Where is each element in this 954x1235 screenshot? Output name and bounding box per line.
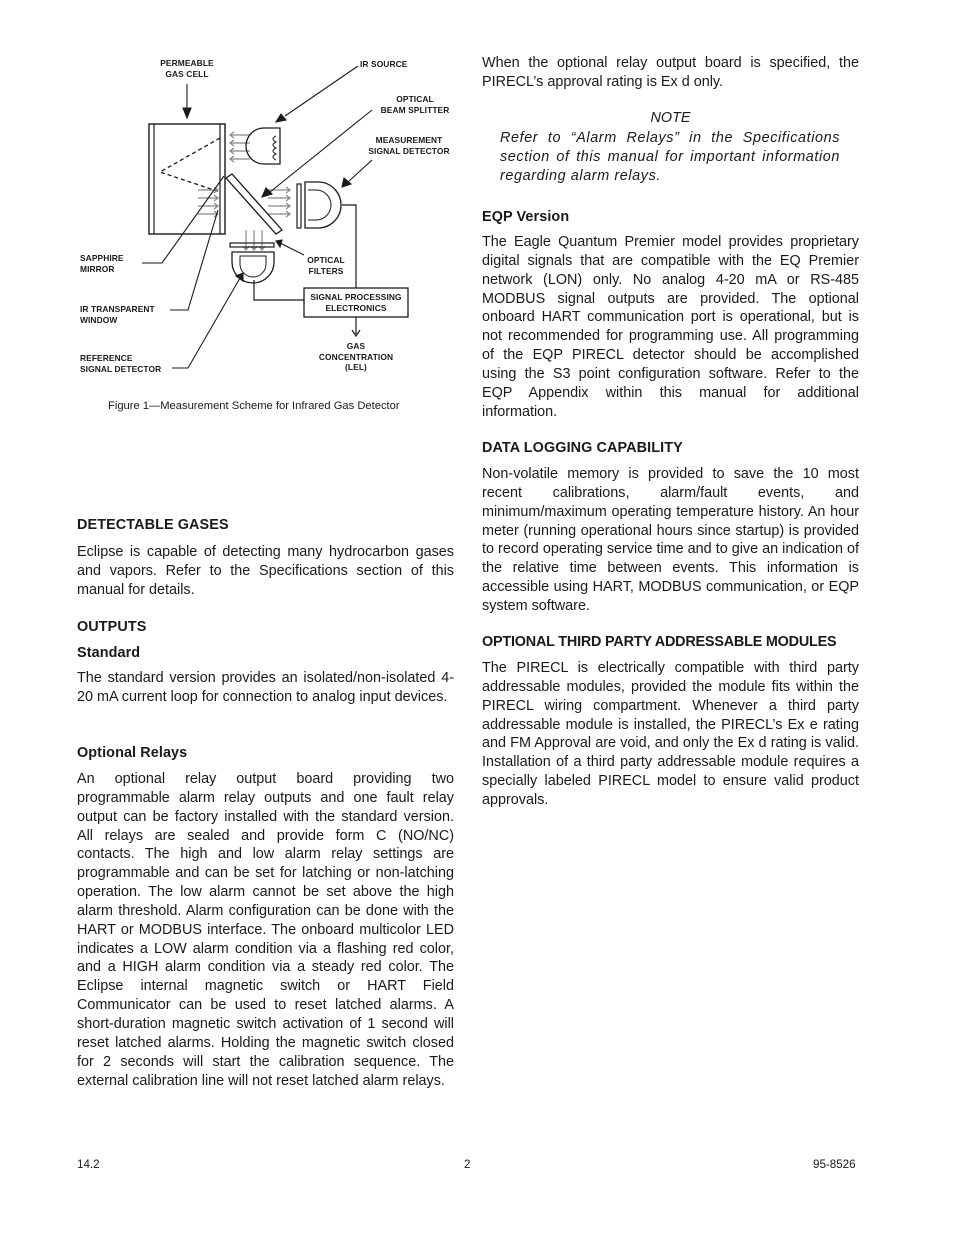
label-gas-concentration-2: CONCENTRATION [318,351,394,362]
label-optical-filters-2: FILTERS [308,265,344,276]
ir-gas-detector-diagram [0,0,480,400]
label-optical-beam-splitter-1: OPTICAL [396,94,434,104]
footer-document-number: 95-8526 [813,1158,856,1171]
label-ir-source: IR SOURCE [360,59,408,69]
reference-detector [232,252,274,283]
label-reference-detector-2: SIGNAL DETECTOR [80,363,162,374]
footer-page-number: 2 [464,1158,471,1171]
label-measurement-detector-2: SIGNAL DETECTOR [368,145,450,156]
label-sapphire-mirror-1: SAPPHIRE [80,253,124,263]
label-signal-processing-1: SIGNAL PROCESSING [310,292,402,302]
heading-data-logging: DATA LOGGING CAPABILITY [482,440,683,456]
label-signal-processing-2: ELECTRONICS [325,302,387,313]
label-gas-concentration-1: GAS [346,341,366,351]
gas-cell [149,124,225,234]
measurement-detector [305,182,341,228]
heading-outputs: OUTPUTS [77,619,147,635]
optical-filter-vertical [297,184,301,228]
label-permeable-gas-cell-1: PERMEABLE [160,58,214,68]
optional-relays-body: An optional relay output board providing two programmable alarm relay outputs and one fault relay output can be factory installed with the standard version. All relays are sealed and provide form C (NO/NC) contacts. The high and low alarm relay settings are programmable and can be set for latching or non-latching operation. The low alarm cannot be set above the high alarm threshold. Alarm configuration can be done with the HART or MODBUS interface. The onboard multicolor LED indicates a LOW alarm condition via a flashing red color, and a HIGH alarm condition via a steady red color. The Eclipse internal magnetic switch or HART Field Communicator can be used to reset latched alarms. A short-duration magnetic switch activation of 1 second will reset latched alarms. Holding the magnetic switch closed for 2 seconds will start the calibration sequence. The external calibration line will not reset latched alarm relays. [77,771,454,1089]
note-body: Refer to “Alarm Relays” in the Specifications section of this manual for important information regarding alarm relays. [500,130,840,185]
detectable-gases-body: Eclipse is capable of detecting many hydrocarbon gases and vapors. Refer to the Specifications section of this manual for details. [77,544,454,598]
relay-approval-text: When the optional relay output board is specified, the PIRECL’s approval rating is Ex d only. [482,55,859,90]
label-reference-detector-1: REFERENCE [80,353,133,363]
heading-detectable-gases: DETECTABLE GASES [77,517,229,533]
label-gas-concentration-3: (LEL) [345,362,367,372]
label-sapphire-mirror-2: MIRROR [80,263,115,274]
heading-optional-relays: Optional Relays [77,745,188,761]
label-ir-transparent-window-2: WINDOW [80,314,118,325]
standard-body: The standard version provides an isolated/non-isolated 4-20 mA current loop for connection to analog input devices. [77,670,454,705]
third-party-modules-body: The PIRECL is electrically compatible with third party addressable modules, provided the module fits within the PIRECL wiring compartment. Whenever a third party addressable module is installed, the PIRECL’s Ex e rating and FM Approval are void, and only the Ex d rating is valid. Installation of a third party addressable module requires a specially labeled PIRECL model to ensure valid product approvals. [482,660,859,808]
beam-splitter [226,174,282,234]
heading-standard: Standard [77,645,141,661]
heading-eqp-version: EQP Version [482,209,570,225]
note-title: NOTE [650,110,691,126]
label-optical-filters-1: OPTICAL [307,255,345,265]
label-measurement-detector-1: MEASUREMENT [375,135,443,145]
figure-caption: Figure 1—Measurement Scheme for Infrared Gas Detector [108,400,400,412]
heading-third-party-modules: OPTIONAL THIRD PARTY ADDRESSABLE MODULES [482,634,837,650]
label-optical-beam-splitter-2: BEAM SPLITTER [380,104,450,115]
label-permeable-gas-cell-2: GAS CELL [165,68,209,79]
label-ir-transparent-window-1: IR TRANSPARENT [80,304,155,314]
eqp-version-body: The Eagle Quantum Premier model provides proprietary digital signals that are compatible with the EQ Premier network (LON) only. No analog 4-20 mA or RS-485 MODBUS signal outputs are provided. The optional onboard HART communication port is operational, but is not recommended for programming use. All programming of the EQP PIRECL detector should be accomplished using the S3 point configuration software. Refer to the EQP Appendix within this manual for additional information. [482,234,859,420]
data-logging-body: Non-volatile memory is provided to save the 10 most recent calibrations, alarm/fault events, and minimum/maximum operating temperature history. An hour meter (running operational hours since startup) is provided to record operating service time and to give an indication of the relative time between events. This information is accessible using HART, MODBUS communication, or EQP system software. [482,466,859,614]
footer-revision: 14.2 [77,1158,100,1171]
ir-source-lamp [246,128,280,164]
